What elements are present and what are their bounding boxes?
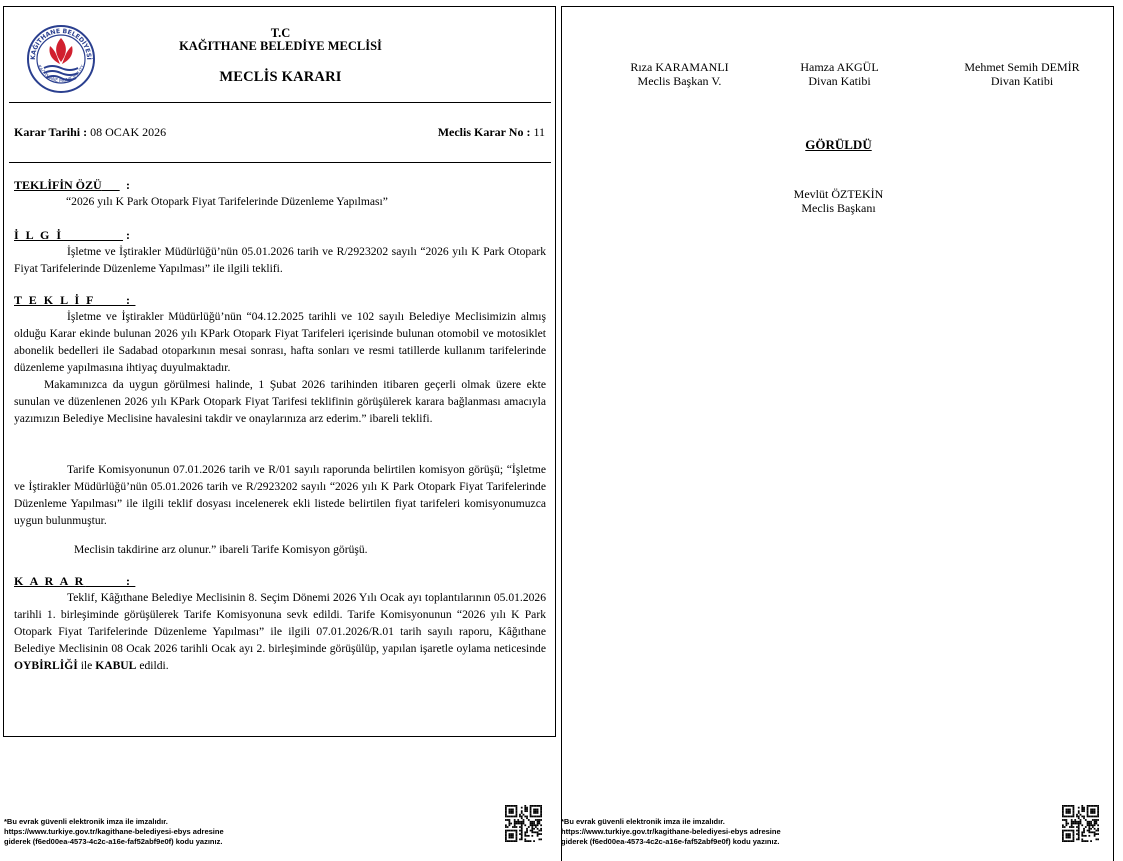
commission-closing: Meclisin takdirine arz olunur.” ibareli Tarife Komisyon görüşü. bbox=[74, 543, 368, 556]
decision-date-label: Karar Tarihi : bbox=[14, 125, 88, 139]
signatory-name: Mehmet Semih DEMİR bbox=[964, 60, 1080, 74]
section-heading-teklif: T E K L İ F : bbox=[14, 293, 130, 307]
header-divider bbox=[9, 102, 551, 103]
svg-text:KAĞITHANE MUNICIPALITY: KAĞITHANE MUNICIPALITY bbox=[35, 64, 87, 85]
decision-text: Teklif, Kâğıthane Belediye Meclisinin 8. Seçim Dönemi 2026 Yılı Ocak ayı toplantılarının 05.01.2026 tarihli 1. birleşiminde görüşülerek Tarife Komisyonuna sevk edildi. Tarife Komisyonunun “2026 yılı K Park Otopark Fiyat Tarifelerinde Düzenleme Yapılması” ile ilgili 07.01.2026/R.01 tarih sayılı raporu, Kâğıthane Belediye Meclisinin 08 Ocak 2026 tarihli Ocak ayı 2. birleşiminde görüşülüp, yapılan işaretle oylama neticesinde OYBİRLİĞİ ile KABUL edildi. bbox=[14, 591, 546, 672]
document-page-2 bbox=[561, 6, 1114, 861]
signatory-name: Mevlüt ÖZTEKİN bbox=[793, 187, 884, 201]
header-tc: T.C bbox=[270, 26, 291, 40]
decision-date-value: 08 OCAK 2026 bbox=[87, 125, 167, 139]
signatory-name: Rıza KARAMANLI bbox=[630, 60, 729, 74]
teklif-paragraph-1: İşletme ve İştirakler Müdürlüğü’nün “04.12.2025 tarihli ve 102 sayılı Belediye Meclisimizin almış olduğu Karar ekinde bulunan 2026 yılı KPark Otopark Fiyat Tarifeleri içerisinde bulunan otomobil ve motosiklet abonelik bedelleri ile Sadabad otoparkının mesai sonrası, hafta sonları ve resmi tatillerde kullanım tarifelerinde düzenleme yapılmasına ihtiyaç duyulmaktadır. bbox=[14, 310, 546, 374]
e-signature-notice: *Bu evrak güvenli elektronik imza ile imzalıdır. https://www.turkiye.gov.tr/kagithane-belediyesi-ebys adresine giderek (f6ed00ea-4573-4c2c-a16e-faf52abf9e0f) kodu yazınız. bbox=[4, 817, 224, 846]
svg-text:KAĞITHANE BELEDİYESİ: KAĞITHANE BELEDİYESİ bbox=[29, 27, 93, 61]
verification-link[interactable]: https://www.turkiye.gov.tr/kagithane-belediyesi-ebys adresine bbox=[561, 827, 781, 836]
approval-label: GÖRÜLDÜ bbox=[805, 137, 872, 152]
document-page-1 bbox=[3, 6, 556, 737]
decision-number bbox=[438, 125, 545, 140]
ozu-text: “2026 yılı K Park Otopark Fiyat Tarifelerinde Düzenleme Yapılması” bbox=[66, 195, 388, 208]
section-heading-ilgi: İ L G İ : bbox=[14, 228, 130, 242]
header-council-name: KAĞITHANE BELEDİYE MECLİSİ bbox=[179, 39, 382, 53]
signatory-title: Meclis Başkan V. bbox=[637, 74, 722, 88]
vote-result: OYBİRLİĞİ bbox=[14, 659, 78, 672]
signature-block bbox=[937, 60, 1107, 88]
ilgi-text: İşletme ve İştirakler Müdürlüğü’nün 05.01.2026 tarih ve R/2923202 sayılı “2026 yılı K Park Otopark Fiyat Tarifelerinde Düzenleme Yapılması” ile ilgili teklifi. bbox=[14, 245, 546, 275]
signature-block bbox=[602, 60, 757, 88]
decision-date bbox=[14, 125, 166, 140]
commission-opinion: Tarife Komisyonunun 07.01.2026 tarih ve R/01 sayılı raporunda belirtilen komisyon görüşü; “İşletme ve İştirakler Müdürlüğü’nün 05.01.2026 tarih ve R/2923202 sayılı “2026 yılı K Park Otopark Fiyat Tarifelerinde Düzenleme Yapılması” ile ilgili teklif dosyası incelenerek ekli listede belirtilen fiyat tarifeleri komisyonumuzca uygun bulunmuştur. bbox=[14, 463, 546, 527]
qr-code-icon bbox=[1062, 805, 1099, 842]
decision-result: KABUL bbox=[95, 659, 137, 672]
document-title: MECLİS KARARI bbox=[219, 69, 342, 85]
decision-number-value: 11 bbox=[530, 125, 545, 139]
decision-number-label: Meclis Karar No : bbox=[437, 125, 531, 139]
qr-code-icon bbox=[505, 805, 542, 842]
signatory-title: Divan Katibi bbox=[808, 74, 871, 88]
signatory-name: Hamza AKGÜL bbox=[800, 60, 879, 74]
section-heading-ozu: TEKLİFİN ÖZÜ : bbox=[14, 178, 130, 192]
meta-divider bbox=[9, 162, 551, 163]
council-president-signature bbox=[562, 187, 1115, 215]
signatory-title: Meclis Başkanı bbox=[801, 201, 876, 215]
section-heading-karar: K A R A R : bbox=[14, 574, 130, 588]
verification-link[interactable]: https://www.turkiye.gov.tr/kagithane-belediyesi-ebys adresine bbox=[4, 827, 224, 836]
e-signature-notice: *Bu evrak güvenli elektronik imza ile imzalıdır. https://www.turkiye.gov.tr/kagithane-belediyesi-ebys adresine giderek (f6ed00ea-4573-4c2c-a16e-faf52abf9e0f) kodu yazınız. bbox=[561, 817, 781, 846]
signatory-title: Divan Katibi bbox=[990, 74, 1054, 88]
teklif-paragraph-2: Makamınızca da uygun görülmesi halinde, 1 Şubat 2026 tarihinden itibaren geçerli olmak üzere ekte sunulan ve düzenlenen 2026 yılı KPark Otopark Fiyat Tarifesi teklifinin görüşülerek karara bağlanması amacıyla yazımızın Belediye Meclisine havalesini takdir ve onaylarınıza arz ederim.” ibareli teklifi. bbox=[14, 378, 546, 425]
signature-block bbox=[762, 60, 917, 88]
